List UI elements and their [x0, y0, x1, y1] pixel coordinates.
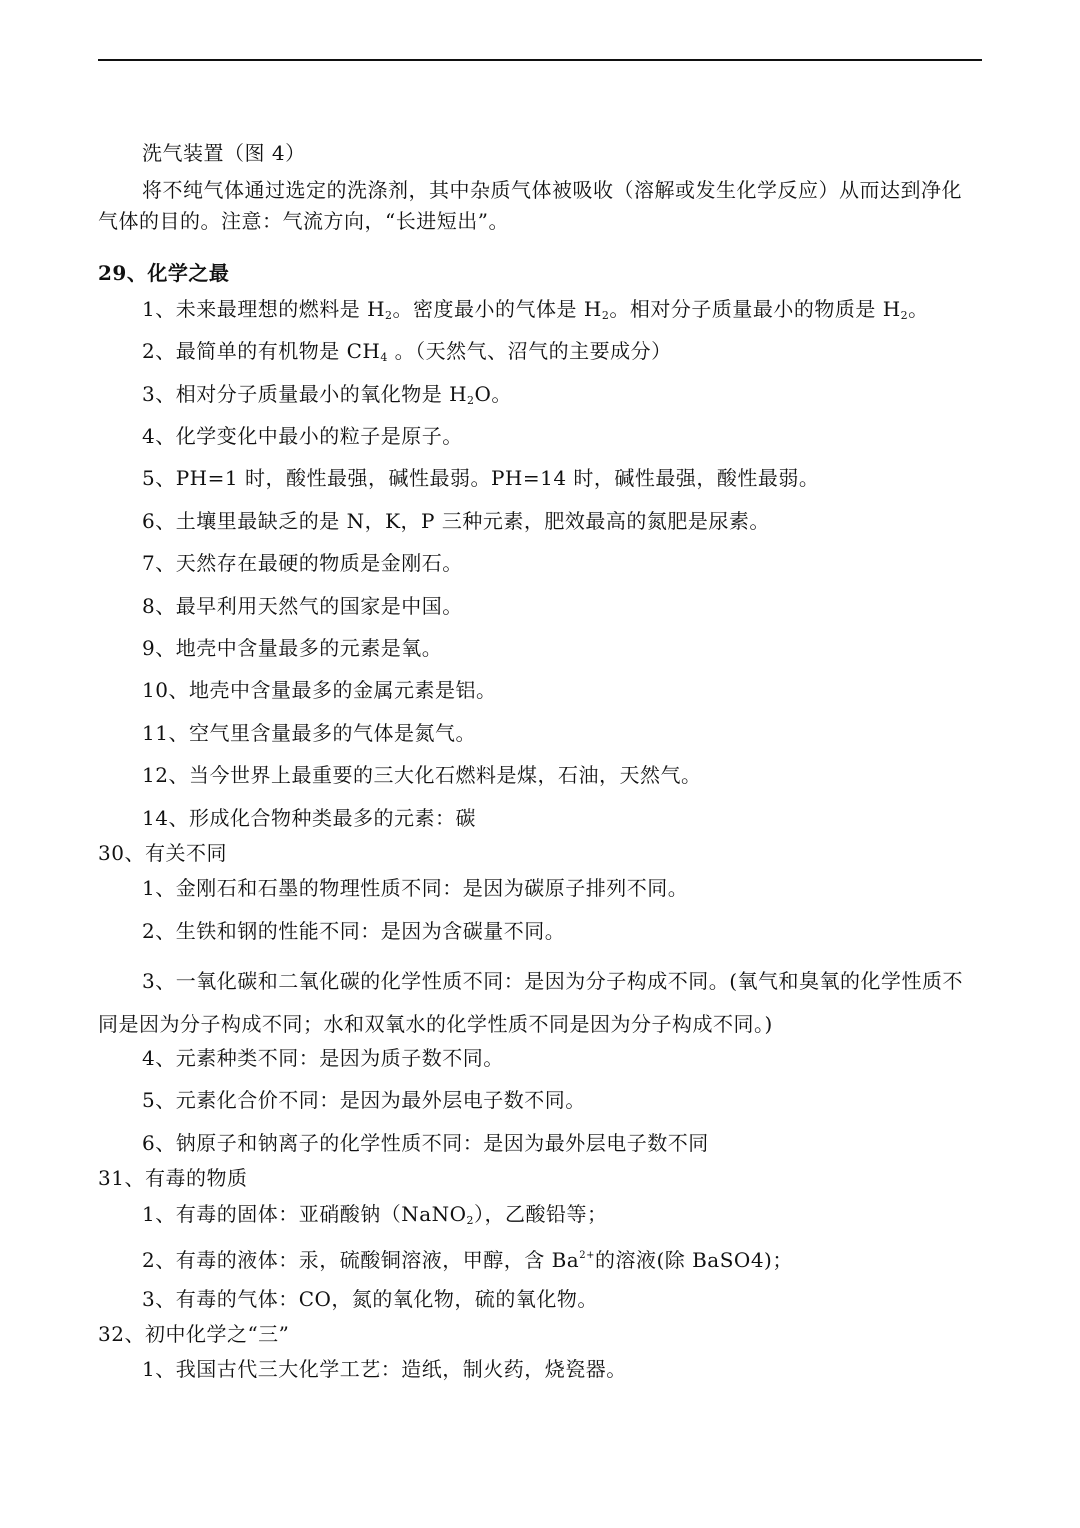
s31-item-1: 1、有毒的固体：亚硝酸钠（NaNO$_2$），乙酸铅等； [142, 1202, 608, 1227]
s29-item-4: 4、化学变化中最小的粒子是原子。 [142, 424, 463, 448]
s29-item-14: 14、形成化合物种类最多的元素：碳 [142, 806, 476, 830]
s29-item-9: 9、地壳中含量最多的元素是氧。 [142, 636, 443, 660]
s31-item-2: 2、有毒的液体：汞，硫酸铜溶液，甲醇，含 $Ba^{2+}$的溶液(除 BaSO4)； [142, 1248, 793, 1272]
s30-item-4: 4、元素种类不同：是因为质子数不同。 [142, 1046, 504, 1070]
section-32-heading: 32、初中化学之“三” [98, 1322, 290, 1346]
s30-item-5: 5、元素化合价不同：是因为最外层电子数不同。 [142, 1088, 586, 1112]
section-31-heading: 31、有毒的物质 [98, 1166, 248, 1190]
s29-item-12: 12、当今世界上最重要的三大化石燃料是煤，石油，天然气。 [142, 763, 702, 787]
s29-item-2: 2、最简单的有机物是 $CH_4$ 。（天然气、沼气的主要成分） [142, 339, 672, 364]
s29-item-8: 8、最早利用天然气的国家是中国。 [142, 594, 463, 618]
washing-device-text: 将不纯气体通过选定的洗涤剂，其中杂质气体被吸收（溶解或发生化学反应）从而达到净化气体的目的。注意：气流方向，“长进短出”。 [98, 178, 962, 233]
s30-item-3: 3、一氧化碳和二氧化碳的化学性质不同：是因为分子构成不同。(氧气和臭氧的化学性质不同是因为分子构成不同；水和双氧水的化学性质不同是因为分子构成不同。) [98, 969, 964, 1036]
section-29-heading: 29、化学之最 [98, 261, 230, 285]
s29-item-1: 1、未来最理想的燃料是 $H_2$。密度最小的气体是 $H_2$。相对分子质量最小的物质是 $H_2$。 [142, 297, 929, 322]
s30-item-2: 2、生铁和钢的性能不同：是因为含碳量不同。 [142, 919, 566, 943]
s32-item-1: 1、我国古代三大化学工艺：造纸，制火药，烧瓷器。 [142, 1357, 627, 1381]
s29-item-3: 3、相对分子质量最小的氧化物是 $H_2O$。 [142, 382, 512, 407]
section-30-heading: 30、有关不同 [98, 841, 227, 865]
s29-item-11: 11、空气里含量最多的气体是氮气。 [142, 721, 476, 745]
s30-item-1: 1、金刚石和石墨的物理性质不同：是因为碳原子排列不同。 [142, 876, 689, 900]
s29-item-5: 5、PH=1 时，酸性最强，碱性最弱。PH=14 时，碱性最强，酸性最弱。 [142, 466, 820, 490]
s29-item-7: 7、天然存在最硬的物质是金刚石。 [142, 551, 463, 575]
s29-item-6: 6、土壤里最缺乏的是 N，K，P 三种元素，肥效最高的氮肥是尿素。 [142, 509, 770, 533]
s30-item-6: 6、钠原子和钠离子的化学性质不同：是因为最外层电子数不同 [142, 1131, 709, 1155]
s31-item-3: 3、有毒的气体：CO，氮的氧化物，硫的氧化物。 [142, 1287, 598, 1311]
s29-item-10: 10、地壳中含量最多的金属元素是铝。 [142, 678, 497, 702]
header-rule [98, 59, 982, 61]
washing-device-title: 洗气装置（图 4） [142, 141, 306, 165]
